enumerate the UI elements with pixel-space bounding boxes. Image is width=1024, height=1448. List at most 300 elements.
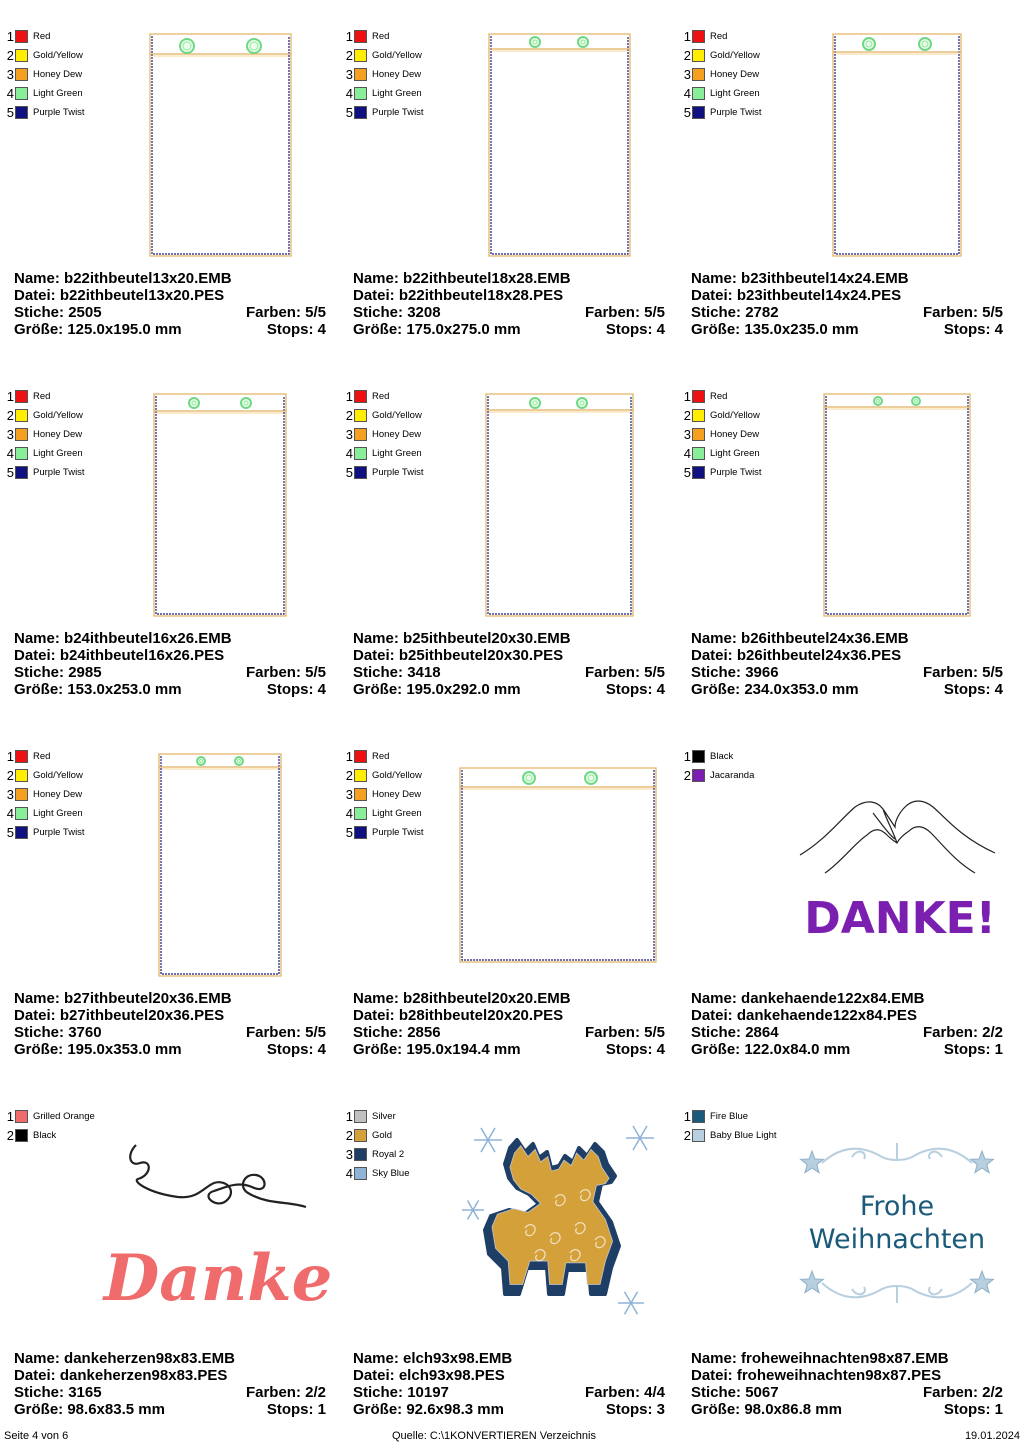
- thread-color-name: Black: [710, 751, 734, 762]
- stop-count-value: 4: [994, 681, 1003, 698]
- thread-color-swatch: [15, 750, 28, 763]
- thread-color-swatch: [354, 1148, 367, 1161]
- thread-color-item: [343, 103, 424, 122]
- thread-color-swatch: [354, 1110, 367, 1123]
- pouch-outline: [484, 392, 635, 618]
- heart-hands-artwork: [795, 795, 1005, 945]
- design-name-value: b22ithbeutel18x28.EMB: [403, 270, 571, 287]
- thread-color-swatch: [15, 1110, 28, 1123]
- hands-heart-outline: [800, 801, 995, 873]
- thread-color-item: [681, 387, 762, 406]
- thread-color-swatch: [354, 769, 367, 782]
- thread-color-number: 4: [683, 86, 691, 101]
- thread-color-list: [4, 747, 85, 842]
- design-file-value: b24ithbeutel16x26.PES: [59, 647, 225, 664]
- stop-count-value: 4: [994, 321, 1003, 338]
- thread-color-name: Red: [33, 751, 51, 762]
- thread-color-number: 1: [683, 29, 691, 44]
- thread-color-number: 1: [683, 1109, 691, 1124]
- design-size-value: 153.0x253.0 mm: [67, 681, 182, 698]
- thread-color-number: 3: [683, 427, 691, 442]
- thread-color-item: [343, 747, 424, 766]
- design-name-value: b27ithbeutel20x36.EMB: [64, 990, 232, 1007]
- design-name-label: Name:: [14, 270, 65, 287]
- design-name-label: Name:: [14, 990, 65, 1007]
- thread-color-name: Black: [33, 1130, 57, 1141]
- thread-color-name: Gold/Yellow: [710, 50, 760, 61]
- design-size-label: Größe:: [353, 1401, 407, 1418]
- thread-color-name: Light Green: [372, 448, 422, 459]
- footer-source: Quelle: C:\1KONVERTIEREN Verzeichnis: [392, 1430, 596, 1442]
- thread-color-swatch: [15, 106, 28, 119]
- stop-count-label: Stops:: [943, 1401, 995, 1418]
- pouch-outline: [148, 32, 293, 258]
- thread-color-name: Purple Twist: [372, 827, 424, 838]
- design-card: [677, 360, 1003, 710]
- grommet-eye: [235, 757, 243, 765]
- thread-color-number: 4: [345, 446, 353, 461]
- thread-color-name: Honey Dew: [33, 789, 83, 800]
- design-file-value: froheweihnachten98x87.PES: [736, 1367, 942, 1384]
- thread-color-list: [681, 27, 762, 122]
- design-info: [353, 630, 665, 698]
- design-size-value: 125.0x195.0 mm: [67, 321, 182, 338]
- stop-count-label: Stops:: [605, 681, 657, 698]
- stitch-count-label: Stiche:: [14, 1024, 69, 1041]
- stitch-count-label: Stiche:: [691, 664, 746, 681]
- thread-color-number: 1: [345, 749, 353, 764]
- thread-color-number: 1: [6, 1109, 14, 1124]
- thread-color-swatch: [692, 87, 705, 100]
- stop-count-value: 1: [994, 1401, 1003, 1418]
- thread-color-number: 4: [683, 446, 691, 461]
- grommet-eye: [577, 398, 587, 408]
- color-count-label: Farben:: [922, 1024, 983, 1041]
- thread-color-number: 3: [345, 67, 353, 82]
- design-name-label: Name:: [691, 630, 742, 647]
- design-card: [339, 720, 665, 1070]
- color-count-value: 5/5: [644, 1024, 665, 1041]
- design-file-value: b23ithbeutel14x24.PES: [736, 287, 902, 304]
- color-count-value: 5/5: [982, 304, 1003, 321]
- thread-color-number: 5: [345, 105, 353, 120]
- heart-swirl-line: [130, 1145, 306, 1207]
- stitch-count-value: 2505: [68, 304, 102, 321]
- thread-color-number: 2: [6, 1128, 14, 1143]
- thread-color-number: 4: [6, 806, 14, 821]
- grommet-eye: [578, 37, 588, 47]
- design-info: [14, 270, 326, 338]
- thread-color-name: Gold/Yellow: [372, 770, 422, 781]
- thread-color-number: 5: [345, 825, 353, 840]
- design-size-label: Größe:: [691, 1401, 745, 1418]
- color-count-value: 2/2: [982, 1024, 1003, 1041]
- pouch-outline: [487, 32, 632, 258]
- pouch-outline: [157, 752, 283, 978]
- design-name-value: b22ithbeutel13x20.EMB: [64, 270, 232, 287]
- thread-color-swatch: [354, 788, 367, 801]
- thread-color-name: Light Green: [710, 448, 760, 459]
- grommet-eye: [189, 398, 199, 408]
- thread-color-number: 3: [345, 787, 353, 802]
- thread-color-name: Gold/Yellow: [372, 410, 422, 421]
- danke-script-text: Danke: [103, 1241, 333, 1316]
- grommet-eye: [919, 38, 931, 50]
- grommet-eye: [530, 398, 540, 408]
- stop-count-label: Stops:: [943, 681, 995, 698]
- thread-color-number: 5: [6, 465, 14, 480]
- thread-color-name: Gold: [372, 1130, 393, 1141]
- thread-color-item: [681, 46, 762, 65]
- thread-color-swatch: [354, 826, 367, 839]
- thread-color-number: 3: [6, 787, 14, 802]
- design-size-label: Größe:: [14, 681, 68, 698]
- design-info: [691, 630, 1003, 698]
- star-icon: [801, 1271, 824, 1293]
- greeting-line-2: Weihnachten: [808, 1224, 986, 1255]
- thread-color-number: 1: [683, 389, 691, 404]
- stop-count-label: Stops:: [605, 1041, 657, 1058]
- thread-color-item: [4, 785, 85, 804]
- thread-color-name: Baby Blue Light: [710, 1130, 777, 1141]
- thread-color-swatch: [15, 1129, 28, 1142]
- design-info: [14, 630, 326, 698]
- thread-color-item: [681, 65, 762, 84]
- design-size-value: 135.0x235.0 mm: [744, 321, 859, 338]
- thread-color-swatch: [15, 409, 28, 422]
- thread-color-number: 2: [683, 768, 691, 783]
- thread-color-number: 4: [345, 86, 353, 101]
- thread-color-name: Grilled Orange: [33, 1111, 95, 1122]
- thread-color-item: [681, 1126, 777, 1145]
- thread-color-number: 2: [345, 48, 353, 63]
- thread-color-number: 5: [345, 465, 353, 480]
- thread-color-name: Purple Twist: [33, 107, 85, 118]
- thread-color-item: [681, 747, 754, 766]
- design-card: [339, 0, 665, 350]
- stitch-count-label: Stiche:: [353, 664, 408, 681]
- design-file-label: Datei:: [691, 287, 737, 304]
- stitch-count-value: 3418: [407, 664, 441, 681]
- thread-color-name: Fire Blue: [710, 1111, 749, 1122]
- design-file-value: b25ithbeutel20x30.PES: [398, 647, 564, 664]
- thread-color-item: [4, 804, 85, 823]
- design-card: [0, 1080, 333, 1430]
- thread-color-item: [681, 103, 762, 122]
- color-count-label: Farben:: [584, 664, 645, 681]
- design-file-label: Datei:: [691, 647, 737, 664]
- thread-color-name: Gold/Yellow: [33, 50, 83, 61]
- thread-color-number: 3: [6, 427, 14, 442]
- stitch-count-label: Stiche:: [353, 304, 408, 321]
- stitch-count-value: 2985: [68, 664, 102, 681]
- color-count-label: Farben:: [584, 304, 645, 321]
- thread-color-name: Honey Dew: [33, 69, 83, 80]
- stop-count-value: 1: [317, 1401, 326, 1418]
- thread-color-name: Purple Twist: [710, 467, 762, 478]
- design-card: [0, 360, 326, 710]
- thread-color-item: [681, 425, 762, 444]
- thread-color-swatch: [15, 49, 28, 62]
- thread-color-swatch: [354, 466, 367, 479]
- stitch-count-label: Stiche:: [14, 664, 69, 681]
- design-info: [691, 990, 1003, 1058]
- color-count-label: Farben:: [245, 304, 306, 321]
- thread-color-name: Honey Dew: [710, 429, 760, 440]
- design-card: [677, 1080, 1003, 1430]
- stitch-count-label: Stiche:: [14, 304, 69, 321]
- color-count-value: 2/2: [982, 1384, 1003, 1401]
- design-size-label: Größe:: [691, 1041, 745, 1058]
- stop-count-label: Stops:: [266, 1041, 318, 1058]
- stitch-count-value: 3760: [68, 1024, 102, 1041]
- grommet-eye: [180, 39, 194, 53]
- thread-color-item: [4, 27, 85, 46]
- design-name-value: b25ithbeutel20x30.EMB: [403, 630, 571, 647]
- stop-count-value: 4: [656, 1041, 665, 1058]
- design-card: [0, 0, 326, 350]
- thread-color-swatch: [692, 1110, 705, 1123]
- design-card: [0, 720, 326, 1070]
- thread-color-swatch: [354, 49, 367, 62]
- thread-color-swatch: [692, 466, 705, 479]
- thread-color-swatch: [354, 1129, 367, 1142]
- design-size-value: 195.0x194.4 mm: [406, 1041, 521, 1058]
- design-file-label: Datei:: [14, 1367, 60, 1384]
- design-file-label: Datei:: [14, 287, 60, 304]
- design-size-label: Größe:: [691, 321, 745, 338]
- thread-color-number: 1: [345, 1109, 353, 1124]
- color-count-label: Farben:: [922, 664, 983, 681]
- star-icon: [971, 1151, 994, 1173]
- color-count-value: 5/5: [982, 664, 1003, 681]
- thread-color-number: 3: [6, 67, 14, 82]
- thread-color-item: [4, 1126, 95, 1145]
- moose-artwork: [455, 1118, 665, 1338]
- design-file-value: b27ithbeutel20x36.PES: [59, 1007, 225, 1024]
- color-count-value: 4/4: [644, 1384, 665, 1401]
- ornament-swirl: [822, 1283, 972, 1303]
- thread-color-number: 1: [6, 29, 14, 44]
- thread-color-number: 2: [345, 408, 353, 423]
- stop-count-label: Stops:: [605, 321, 657, 338]
- thread-color-number: 2: [6, 408, 14, 423]
- thread-color-name: Honey Dew: [33, 429, 83, 440]
- stop-count-label: Stops:: [266, 321, 318, 338]
- thread-color-name: Silver: [372, 1111, 396, 1122]
- design-name-value: b26ithbeutel24x36.EMB: [741, 630, 909, 647]
- thread-color-number: 2: [345, 1128, 353, 1143]
- thread-color-swatch: [692, 68, 705, 81]
- thread-color-number: 3: [345, 427, 353, 442]
- stop-count-label: Stops:: [266, 1401, 318, 1418]
- design-name-label: Name:: [353, 990, 404, 1007]
- design-file-label: Datei:: [691, 1367, 737, 1384]
- thread-color-number: 1: [6, 749, 14, 764]
- thread-color-list: [4, 1107, 95, 1145]
- thread-color-swatch: [15, 807, 28, 820]
- thread-color-list: [681, 747, 754, 785]
- thread-color-name: Gold/Yellow: [710, 410, 760, 421]
- design-file-label: Datei:: [14, 647, 60, 664]
- thread-color-item: [681, 84, 762, 103]
- design-size-label: Größe:: [14, 321, 68, 338]
- design-info: [691, 1350, 1003, 1418]
- thread-color-name: Purple Twist: [372, 107, 424, 118]
- thread-color-item: [343, 27, 424, 46]
- stitch-count-label: Stiche:: [691, 1384, 746, 1401]
- thread-color-list: [681, 387, 762, 482]
- thread-color-swatch: [15, 466, 28, 479]
- thread-color-swatch: [15, 390, 28, 403]
- thread-color-name: Light Green: [372, 88, 422, 99]
- thread-color-name: Red: [372, 751, 390, 762]
- thread-color-name: Red: [710, 31, 728, 42]
- thread-color-swatch: [15, 30, 28, 43]
- stop-count-label: Stops:: [943, 321, 995, 338]
- thread-color-list: [4, 27, 85, 122]
- thread-color-swatch: [354, 390, 367, 403]
- thread-color-item: [681, 27, 762, 46]
- design-card: [677, 720, 1003, 1070]
- color-count-label: Farben:: [245, 1384, 306, 1401]
- design-size-value: 175.0x275.0 mm: [406, 321, 521, 338]
- thread-color-swatch: [692, 769, 705, 782]
- thread-color-item: [343, 766, 424, 785]
- design-name-value: elch93x98.EMB: [403, 1350, 513, 1367]
- thread-color-number: 2: [345, 768, 353, 783]
- grommet-eye: [530, 37, 540, 47]
- stitch-count-value: 10197: [407, 1384, 449, 1401]
- design-file-label: Datei:: [353, 1007, 399, 1024]
- thread-color-swatch: [692, 30, 705, 43]
- thread-color-number: 4: [6, 86, 14, 101]
- thread-color-name: Red: [710, 391, 728, 402]
- thread-color-item: [4, 463, 85, 482]
- stop-count-value: 4: [656, 681, 665, 698]
- pouch-outline: [152, 392, 288, 618]
- design-file-value: elch93x98.PES: [398, 1367, 505, 1384]
- stitch-count-label: Stiche:: [14, 1384, 69, 1401]
- thread-color-swatch: [692, 750, 705, 763]
- design-size-label: Größe:: [353, 681, 407, 698]
- thread-color-item: [4, 444, 85, 463]
- stop-count-value: 1: [994, 1041, 1003, 1058]
- thread-color-item: [4, 406, 85, 425]
- thread-color-item: [4, 823, 85, 842]
- design-info: [353, 990, 665, 1058]
- design-name-value: dankehaende122x84.EMB: [741, 990, 925, 1007]
- thread-color-item: [343, 46, 424, 65]
- thread-color-item: [4, 84, 85, 103]
- ornament-swirl: [822, 1143, 972, 1163]
- design-size-label: Größe:: [14, 1401, 68, 1418]
- stop-count-label: Stops:: [266, 681, 318, 698]
- thread-color-item: [343, 387, 424, 406]
- design-size-value: 122.0x84.0 mm: [744, 1041, 851, 1058]
- stitch-count-label: Stiche:: [691, 1024, 746, 1041]
- design-info: [353, 270, 665, 338]
- greeting-line-1: Frohe: [859, 1191, 935, 1222]
- thread-color-number: 2: [6, 768, 14, 783]
- thread-color-number: 4: [345, 1166, 353, 1181]
- design-name-label: Name:: [691, 1350, 742, 1367]
- design-file-value: dankehaende122x84.PES: [736, 1007, 917, 1024]
- design-file-value: b22ithbeutel18x28.PES: [398, 287, 564, 304]
- thread-color-item: [343, 463, 424, 482]
- color-count-label: Farben:: [584, 1384, 645, 1401]
- frohe-weihnachten-artwork: [792, 1133, 1002, 1318]
- design-info: [14, 990, 326, 1058]
- thread-color-swatch: [15, 428, 28, 441]
- thread-color-name: Jacaranda: [710, 770, 755, 781]
- thread-color-number: 5: [6, 825, 14, 840]
- thread-color-name: Honey Dew: [372, 69, 422, 80]
- thread-color-item: [4, 766, 85, 785]
- color-count-label: Farben:: [922, 304, 983, 321]
- grommet-eye: [863, 38, 875, 50]
- thread-color-number: 2: [683, 48, 691, 63]
- thread-color-item: [343, 823, 424, 842]
- thread-color-number: 1: [345, 389, 353, 404]
- grommet-eye: [523, 772, 535, 784]
- thread-color-swatch: [692, 49, 705, 62]
- thread-color-item: [343, 1126, 410, 1145]
- thread-color-swatch: [354, 807, 367, 820]
- design-name-value: froheweihnachten98x87.EMB: [741, 1350, 949, 1367]
- thread-color-swatch: [354, 30, 367, 43]
- thread-color-name: Honey Dew: [372, 789, 422, 800]
- color-count-value: 5/5: [644, 304, 665, 321]
- thread-color-item: [4, 747, 85, 766]
- design-name-label: Name:: [353, 1350, 404, 1367]
- stop-count-value: 4: [317, 1041, 326, 1058]
- thread-color-name: Purple Twist: [33, 827, 85, 838]
- thread-color-number: 1: [683, 749, 691, 764]
- thread-color-name: Red: [33, 391, 51, 402]
- thread-color-item: [343, 65, 424, 84]
- design-file-label: Datei:: [353, 647, 399, 664]
- thread-color-swatch: [15, 788, 28, 801]
- thread-color-name: Purple Twist: [710, 107, 762, 118]
- thread-color-swatch: [692, 409, 705, 422]
- thread-color-number: 2: [683, 408, 691, 423]
- stitch-count-label: Stiche:: [353, 1384, 408, 1401]
- thread-color-item: [681, 463, 762, 482]
- thread-color-swatch: [692, 1129, 705, 1142]
- thread-color-item: [4, 65, 85, 84]
- design-file-label: Datei:: [353, 287, 399, 304]
- color-count-value: 5/5: [305, 1024, 326, 1041]
- design-name-label: Name:: [353, 630, 404, 647]
- design-size-label: Größe:: [353, 321, 407, 338]
- thread-color-name: Light Green: [33, 88, 83, 99]
- design-name-value: b28ithbeutel20x20.EMB: [403, 990, 571, 1007]
- color-count-label: Farben:: [245, 664, 306, 681]
- thread-color-swatch: [692, 106, 705, 119]
- thread-color-name: Light Green: [33, 448, 83, 459]
- stitch-count-label: Stiche:: [691, 304, 746, 321]
- stitch-count-value: 2782: [745, 304, 779, 321]
- design-card: [339, 360, 665, 710]
- thread-color-number: 5: [683, 465, 691, 480]
- design-size-value: 195.0x353.0 mm: [67, 1041, 182, 1058]
- thread-color-item: [4, 1107, 95, 1126]
- thread-color-name: Royal 2: [372, 1149, 405, 1160]
- stitch-count-value: 3165: [68, 1384, 102, 1401]
- stop-count-label: Stops:: [605, 1401, 657, 1418]
- stitch-count-value: 3966: [745, 664, 779, 681]
